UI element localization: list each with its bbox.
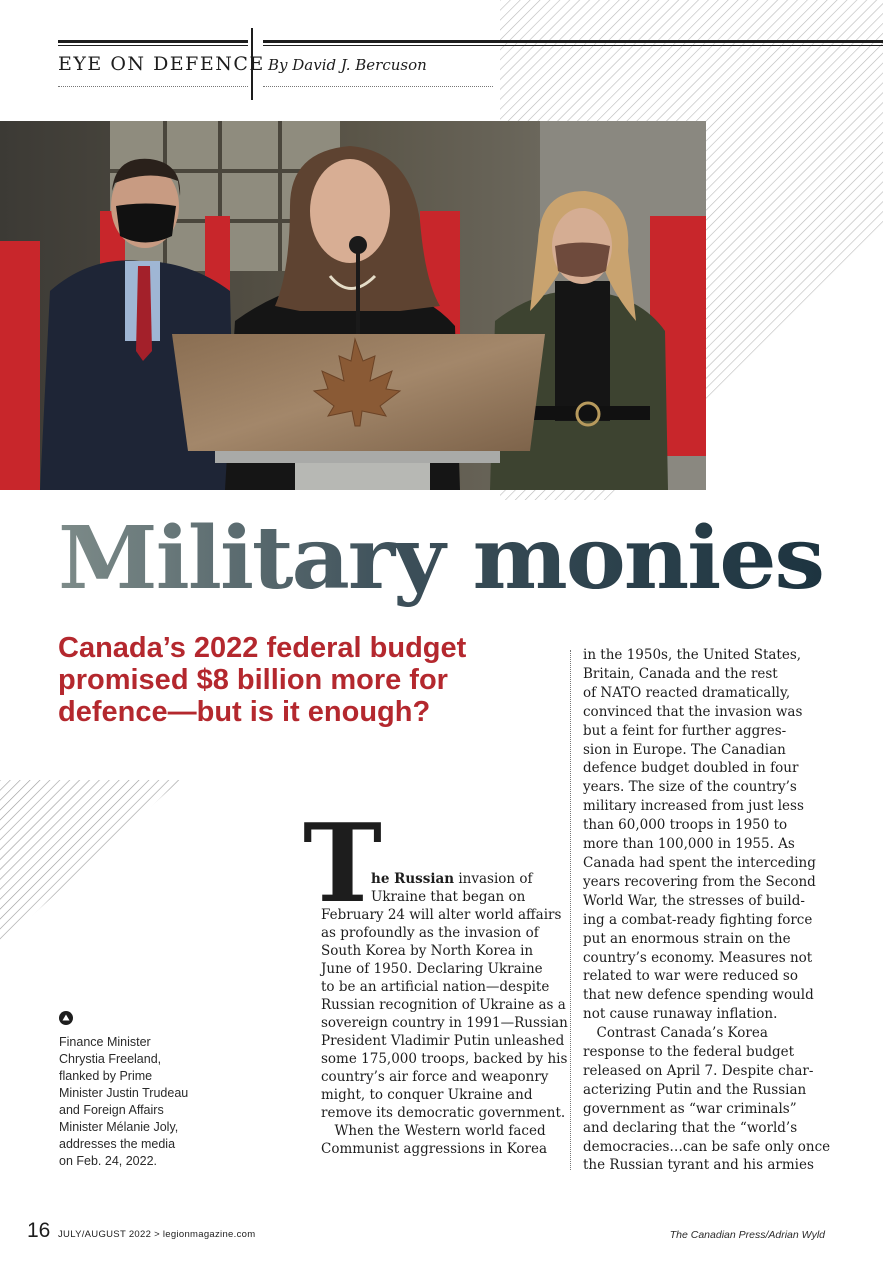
article-line: convinced that the invasion was bbox=[583, 703, 803, 720]
article-line: sovereign country in 1991—Russian bbox=[321, 1015, 568, 1031]
article-line: acterizing Putin and the Russian bbox=[583, 1081, 807, 1098]
article-line: as profoundly as the invasion of bbox=[321, 925, 539, 941]
article-line: Russian recognition of Ukraine as a bbox=[321, 997, 566, 1013]
issue-line: JULY/AUGUST 2022 > legionmagazine.com bbox=[58, 1229, 256, 1240]
headline bbox=[58, 500, 858, 620]
article-column-2 bbox=[583, 646, 843, 1175]
deck-line: promised $8 billion more for bbox=[58, 664, 448, 696]
article-line: in the 1950s, the United States, bbox=[583, 647, 802, 663]
article-line: Ukraine that began on bbox=[371, 889, 526, 905]
article-line: country’s economy. Measures not bbox=[583, 949, 813, 966]
lead-text: invasion of bbox=[458, 871, 533, 887]
article-line: years. The size of the country’s bbox=[583, 779, 797, 796]
article-line: more than 100,000 in 1955. As bbox=[583, 836, 795, 853]
article-column-1 bbox=[321, 870, 568, 1158]
header-rule bbox=[263, 40, 883, 43]
article-line: put an enormous strain on the bbox=[583, 930, 791, 947]
article-line: remove its democratic government. bbox=[321, 1105, 566, 1121]
header-rule bbox=[58, 40, 248, 43]
caption-line: Minister Mélanie Joly, bbox=[59, 1120, 179, 1134]
article-line: of NATO reacted dramatically, bbox=[583, 684, 791, 701]
caption-line: flanked by Prime bbox=[59, 1069, 153, 1083]
article-line: to be an artificial nation—despite bbox=[321, 979, 550, 995]
triangle-up-icon bbox=[59, 1011, 73, 1025]
article-line: military increased from just less bbox=[583, 798, 804, 815]
article-line: released on April 7. Despite char- bbox=[583, 1062, 814, 1079]
byline: By David J. Bercuson bbox=[268, 56, 427, 74]
article-line: years recovering from the Second bbox=[583, 873, 816, 890]
article-line: might, to conquer Ukraine and bbox=[321, 1087, 533, 1103]
article-line: Canada had spent the interceding bbox=[583, 854, 816, 871]
article-line: response to the federal budget bbox=[583, 1044, 795, 1061]
headline-text: Military monies bbox=[58, 508, 823, 609]
article-line: but a feint for further aggres- bbox=[583, 722, 787, 739]
lead-photo bbox=[0, 121, 706, 490]
photo-credit: The Canadian Press/Adrian Wyld bbox=[669, 1229, 825, 1241]
deck-line: Canada’s 2022 federal budget bbox=[58, 632, 467, 664]
header-dotted-rule bbox=[58, 86, 248, 87]
article-line: and declaring that the “world’s bbox=[583, 1119, 798, 1136]
lead-in: he Russian bbox=[371, 871, 455, 887]
article-line: defence budget doubled in four bbox=[583, 760, 799, 777]
article-line: government as “war criminals” bbox=[583, 1100, 797, 1117]
header-rule bbox=[263, 45, 883, 46]
page-number: 16 bbox=[27, 1219, 51, 1242]
drop-cap-letter: T bbox=[303, 821, 382, 904]
header-rule bbox=[58, 45, 248, 46]
caption-line: on Feb. 24, 2022. bbox=[59, 1154, 157, 1168]
photo-caption bbox=[59, 1034, 199, 1170]
article-line: June of 1950. Declaring Ukraine bbox=[321, 961, 543, 977]
decorative-hatch-bottom-left bbox=[0, 780, 180, 950]
article-line: President Vladimir Putin unleashed bbox=[321, 1033, 565, 1049]
section-header bbox=[58, 28, 883, 100]
deck-line: defence—but is it enough? bbox=[58, 696, 431, 728]
article-line: February 24 will alter world affairs bbox=[321, 907, 562, 923]
caption-line: and Foreign Affairs bbox=[59, 1103, 164, 1117]
deck-subheadline bbox=[58, 632, 553, 728]
article-line: democracies…can be safe only once bbox=[583, 1138, 831, 1155]
caption-line: addresses the media bbox=[59, 1137, 176, 1151]
article-line: World War, the stresses of build- bbox=[583, 892, 805, 909]
article-line: Britain, Canada and the rest bbox=[583, 665, 778, 682]
article-line: ing a combat-ready fighting force bbox=[583, 911, 813, 928]
article-line: related to war were reduced so bbox=[583, 968, 798, 985]
article-line: some 175,000 troops, backed by his bbox=[321, 1051, 568, 1067]
header-dotted-rule bbox=[263, 86, 493, 87]
article-line: than 60,000 troops in 1950 to bbox=[583, 817, 788, 834]
article-line: Communist aggressions in Korea bbox=[321, 1141, 548, 1157]
caption-line: Finance Minister bbox=[59, 1035, 151, 1049]
article-line bbox=[321, 870, 561, 888]
article-line: sion in Europe. The Canadian bbox=[583, 741, 786, 758]
article-line: When the Western world faced bbox=[321, 1123, 546, 1139]
caption-line: Chrystia Freeland, bbox=[59, 1052, 162, 1066]
article-line: not cause runaway inflation. bbox=[583, 1006, 778, 1023]
article-line: South Korea by North Korea in bbox=[321, 943, 534, 959]
article-line: the Russian tyrant and his armies bbox=[583, 1157, 814, 1174]
article-line: country’s air force and weaponry bbox=[321, 1069, 549, 1085]
article-line: that new defence spending would bbox=[583, 987, 814, 1004]
article-line: Contrast Canada’s Korea bbox=[583, 1025, 768, 1042]
column-divider bbox=[570, 650, 571, 1170]
caption-line: Minister Justin Trudeau bbox=[59, 1086, 189, 1100]
section-title: EYE ON DEFENCE bbox=[58, 53, 265, 75]
